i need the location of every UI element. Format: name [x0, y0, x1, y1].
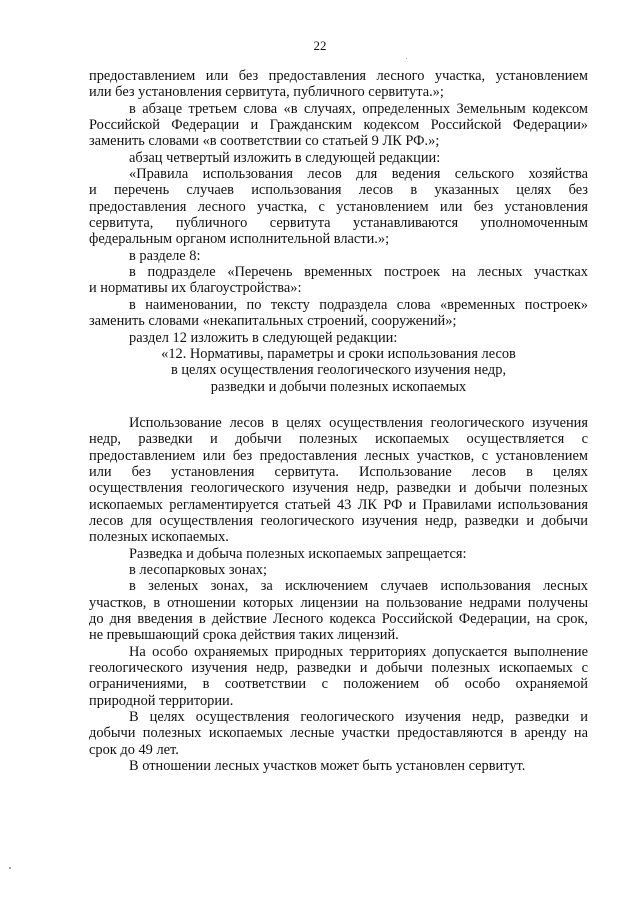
section-heading-line: разведки и добычи полезных ископаемых — [210, 378, 467, 395]
text-line: Использование лесов в целях осуществления геологического изучения — [129, 414, 588, 431]
text-line: в разделе 8: — [129, 247, 201, 264]
text-line: недр, разведки и добычи полезных ископаемых осуществляется с — [89, 431, 588, 448]
paragraph-gap — [89, 395, 588, 415]
document-body — [89, 68, 588, 774]
text-line: в подразделе «Перечень временных построек на лесных участках — [129, 264, 588, 281]
text-line: в наименовании, по тексту подраздела слова «временных построек» — [129, 296, 588, 313]
text-line: На особо охраняемых природных территориях допускается выполнение — [129, 643, 588, 660]
scan-speck — [406, 58, 407, 59]
text-line: геологического изучения недр, разведки и добычи полезных ископаемых с — [89, 660, 588, 677]
text-line: ископаемых регламентируется статьей 43 ЛК РФ и Правилами использования — [89, 496, 588, 513]
text-line: природной территории. — [89, 692, 234, 709]
text-line: осуществления геологического изучения недр, разведки и добычи полезных — [89, 480, 588, 497]
text-line: абзац четвертый изложить в следующей редакции: — [129, 149, 441, 166]
text-line: предоставления лесного участка, с установлением или без установления — [89, 198, 588, 215]
text-line: федеральным органом исполнительной власти.»; — [89, 231, 390, 248]
text-line: не превышающий срока действия таких лицензий. — [89, 627, 399, 644]
text-line: заменить словами «некапитальных строений, сооружений»; — [89, 313, 457, 330]
text-line: и нормативы их благоустройства»: — [89, 280, 302, 297]
text-line: «Правила использования лесов для ведения сельского хозяйства — [129, 166, 588, 183]
text-line: Российской Федерации и Гражданским кодексом Российской Федерации» — [89, 117, 588, 134]
text-line: в лесопарковых зонах; — [129, 561, 267, 578]
text-line: сервитута, публичного сервитута устанавливаются уполномоченным — [89, 215, 588, 232]
text-line: раздел 12 изложить в следующей редакции: — [129, 329, 398, 346]
section-heading-line: в целях осуществления геологического изучения недр, — [170, 362, 507, 379]
section-heading-line: «12. Нормативы, параметры и сроки использования лесов — [161, 345, 516, 362]
page-number: 22 — [313, 38, 327, 53]
text-line: участков, в отношении которых лицензии на пользование недрами получены — [89, 594, 588, 611]
text-line: или без установления сервитута. Использование лесов в целях — [89, 463, 588, 480]
text-line: лесов для осуществления геологического изучения недр, разведки и добычи — [89, 512, 588, 529]
scan-speck — [9, 867, 11, 869]
text-line: в зеленых зонах, за исключением случаев использования лесных — [129, 578, 588, 595]
text-line: срок до 49 лет. — [89, 741, 179, 758]
text-line: В целях осуществления геологического изучения недр, разведки и — [129, 709, 588, 726]
text-line: заменить словами «в соответствии со статьей 9 ЛК РФ.»; — [89, 133, 440, 150]
text-line: в абзаце третьем слова «в случаях, определенных Земельным кодексом — [129, 100, 588, 117]
text-line: Разведка и добыча полезных ископаемых запрещается: — [129, 545, 467, 562]
text-line: и перечень случаев использования лесов в указанных целях без — [89, 182, 588, 199]
text-line: до дня введения в действие Лесного кодекса Российской Федерации, на срок, — [89, 611, 588, 627]
text-line: полезных ископаемых. — [89, 529, 229, 546]
text-line: предоставлением или без предоставления лесного участка, установлением — [89, 68, 588, 84]
text-line: ограничениями, в соответствии с положением об особо охраняемой — [89, 676, 588, 693]
text-line: предоставлением или без предоставления лесных участков, с установлением — [89, 447, 588, 464]
text-line: добычи полезных ископаемых лесные участки предоставляются в аренду на — [89, 725, 588, 742]
text-line: В отношении лесных участков может быть установлен сервитут. — [129, 758, 526, 775]
text-line: или без установления сервитута, публичного сервитута.»; — [89, 84, 444, 101]
